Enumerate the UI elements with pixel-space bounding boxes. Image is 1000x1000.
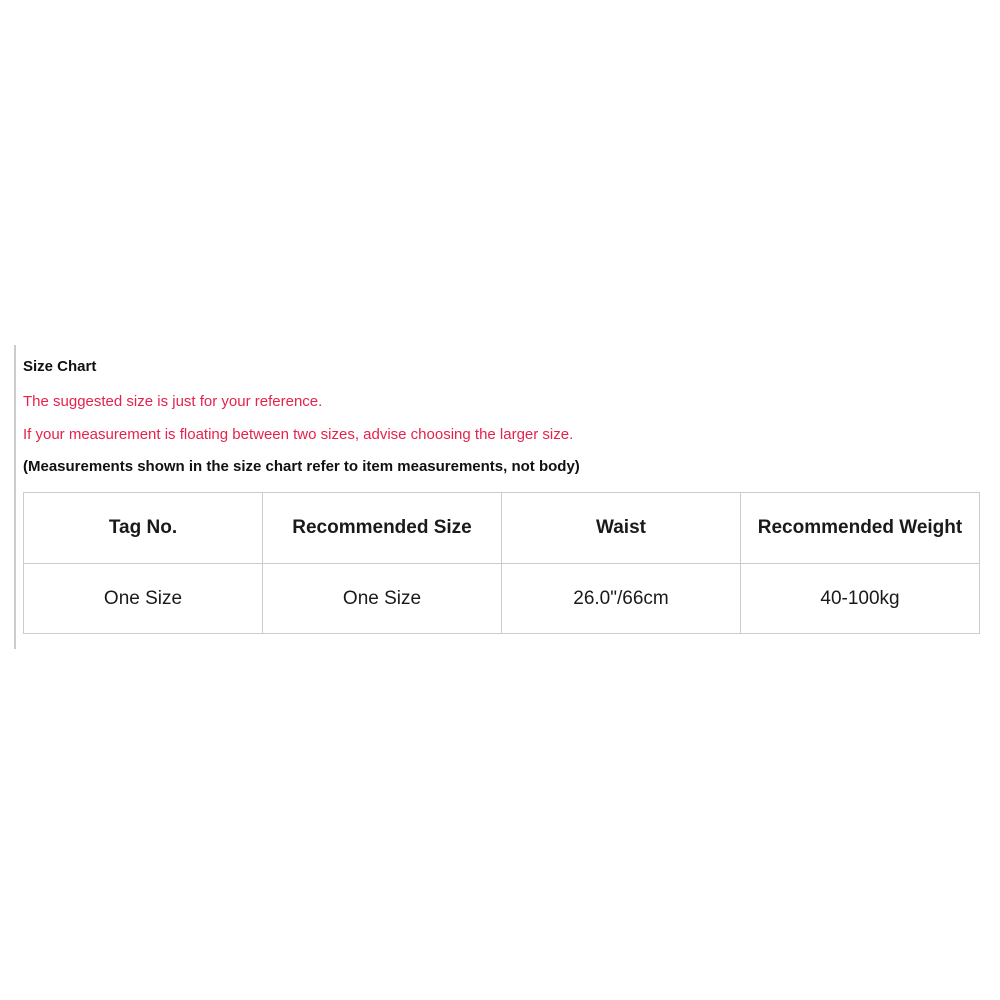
table-header-row — [24, 493, 980, 564]
size-chart-table — [23, 492, 980, 634]
note-sizing-advice: If your measurement is floating between two sizes, advise choosing the larger size. — [23, 426, 574, 443]
cell-recommended-weight: 40-100kg — [741, 564, 980, 634]
cell-recommended-size: One Size — [263, 564, 502, 634]
note-reference: The suggested size is just for your reference. — [23, 393, 323, 410]
table-row — [24, 564, 980, 634]
header-recommended-size: Recommended Size — [263, 493, 502, 564]
size-chart-title: Size Chart — [23, 358, 97, 375]
size-chart-section — [14, 345, 982, 649]
header-tag-no: Tag No. — [24, 493, 263, 564]
header-waist: Waist — [502, 493, 741, 564]
note-measurements-disclaimer: (Measurements shown in the size chart refer to item measurements, not body) — [23, 458, 580, 475]
header-recommended-weight: Recommended Weight — [741, 493, 980, 564]
cell-waist: 26.0"/66cm — [502, 564, 741, 634]
cell-tag-no: One Size — [24, 564, 263, 634]
